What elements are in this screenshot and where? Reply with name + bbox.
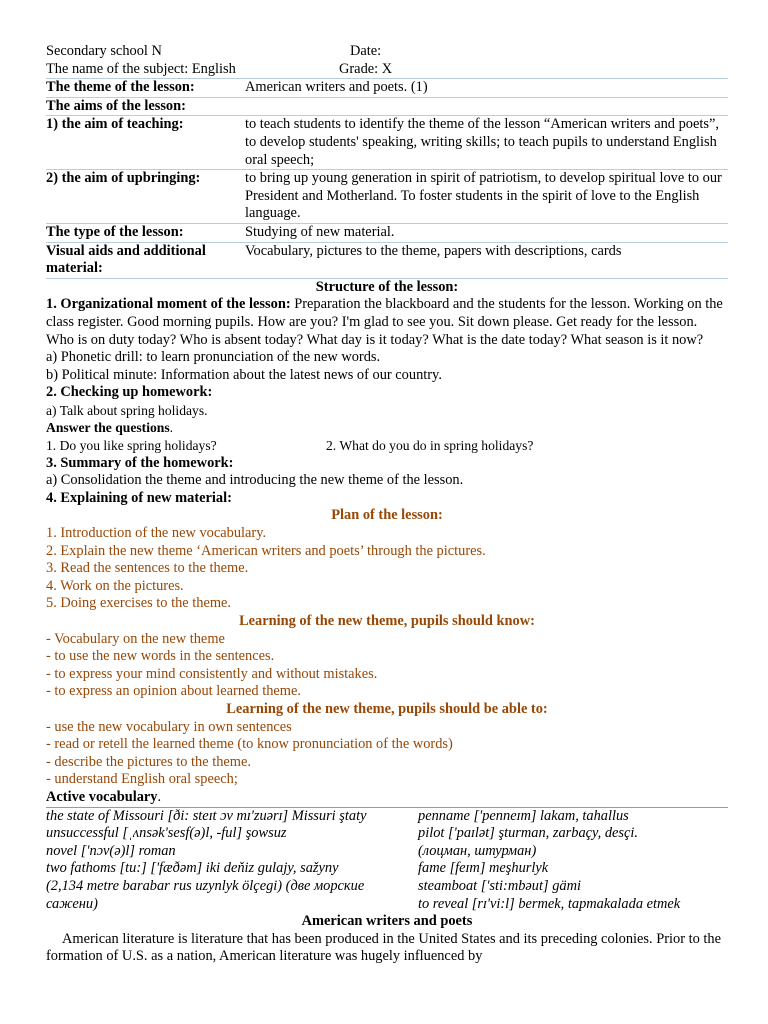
know-item: - to express your mind consistently and without mistakes.	[46, 665, 378, 682]
able-item: - read or retell the learned theme (to know pronunciation of the words)	[46, 736, 453, 753]
know-item: - Vocabulary on the new theme	[46, 630, 225, 647]
plan-item: 2. Explain the new theme ‘American writers and poets’ through the pictures.	[46, 542, 486, 559]
answer-dot: .	[169, 420, 174, 436]
theme-value: American writers and poets. (1)	[245, 79, 728, 98]
aim1-value: to teach students to identify the theme of the lesson “American writers and poets”, to develop students' speaking, writing skills; to teach pupils to understand English oral speech;	[245, 116, 728, 170]
answer-heading: Answer the questions	[46, 420, 170, 436]
vocab-cell-left: (2,134 metre barabar rus uzynlyk ölçegi) (две морские	[46, 877, 365, 894]
vocab-cell-right: penname ['penneɪm] lakam, tahallus	[418, 807, 629, 824]
phonetic-drill: a) Phonetic drill: to learn pronunciation of the new words.	[46, 349, 381, 366]
questions-row	[46, 437, 728, 455]
section-3-heading: 3. Summary of the homework:	[46, 454, 234, 471]
meta-row-visual	[46, 242, 728, 278]
vocab-cell-right: to reveal [rɪ'vi:l] bermek, tapmakalada etmek	[418, 895, 681, 912]
plan-item: 5. Doing exercises to the theme.	[46, 595, 232, 612]
vocab-cell-left: novel ['nɔv(ə)l] roman	[46, 842, 176, 859]
vocab-cell-right: fame [feɪm] meşhurlyk	[418, 860, 549, 877]
vocab-row	[46, 807, 728, 825]
vocab-cell-left: сажени)	[46, 895, 98, 912]
type-value: Studying of new material.	[245, 223, 728, 242]
vocab-cell-right: pilot ['paɪlət] şturman, zarbaçy, desçi.	[418, 825, 638, 842]
vocab-row	[46, 825, 728, 843]
aims-value	[245, 97, 728, 116]
vocab-table	[46, 807, 728, 914]
header-row-1	[46, 43, 728, 61]
meta-row-type	[46, 223, 728, 242]
vocab-cell-right: (лоцман, штурман)	[418, 842, 537, 859]
able-title: Learning of the new theme, pupils should be able to:	[226, 700, 548, 717]
vocab-title: Active vocabulary	[46, 788, 158, 805]
summary-text: a) Consolidation the theme and introducing the new theme of the lesson.	[46, 472, 464, 489]
meta-row-theme	[46, 79, 728, 98]
school-name: Secondary school N	[46, 43, 162, 59]
able-item: - use the new vocabulary in own sentences	[46, 718, 292, 735]
lesson-meta-table	[46, 78, 728, 279]
answer-questions	[46, 419, 728, 437]
aim2-label: 2) the aim of upbringing:	[46, 170, 245, 224]
theme-label: The theme of the lesson:	[46, 79, 245, 98]
know-item: - to express an opinion about learned theme.	[46, 683, 301, 700]
article-paragraph: American literature is literature that has been produced in the United States and its preceding colonies. Prior to the formation of U.S. as a nation, American literature was hugely influenced by	[46, 930, 721, 965]
section-4-heading: 4. Explaining of new material:	[46, 489, 232, 506]
vocab-row	[46, 878, 728, 896]
visual-label: Visual aids and additional material:	[46, 242, 245, 278]
subject-name: The name of the subject: English	[46, 60, 236, 77]
vocab-cell-left: unsuccessful [ˌʌnsək'sesf(ə)l, -ful] şowsuz	[46, 825, 287, 842]
section-organizational	[46, 296, 728, 349]
section-1-heading: 1. Organizational moment of the lesson:	[46, 296, 291, 313]
grade-label: Grade: X	[339, 60, 393, 77]
able-item: - describe the pictures to the theme.	[46, 753, 251, 770]
aims-label: The aims of the lesson:	[46, 97, 245, 116]
vocab-row	[46, 843, 728, 861]
plan-item: 1. Introduction of the new vocabulary.	[46, 525, 267, 542]
able-item: - understand English oral speech;	[46, 771, 238, 788]
question-2: 2. What do you do in spring holidays?	[326, 438, 534, 454]
date-label: Date:	[350, 43, 382, 59]
aim1-label: 1) the aim of teaching:	[46, 116, 245, 170]
know-item: - to use the new words in the sentences.	[46, 648, 275, 665]
type-label: The type of the lesson:	[46, 223, 245, 242]
vocab-row	[46, 860, 728, 878]
meta-row-aim1	[46, 116, 728, 170]
plan-item: 3. Read the sentences to the theme.	[46, 560, 249, 577]
header-row-2	[46, 61, 728, 79]
vocab-title-dot: .	[157, 788, 162, 805]
vocab-heading	[46, 789, 728, 807]
homework-topic: a) Talk about spring holidays.	[46, 402, 208, 418]
aim2-value: to bring up young generation in spirit of patriotism, to develop spiritual love to our President and Motherland. To foster students in the spirit of love to the English language.	[245, 170, 728, 224]
structure-title: Structure of the lesson:	[315, 278, 459, 295]
plan-title: Plan of the lesson:	[331, 507, 443, 524]
meta-row-aims	[46, 97, 728, 116]
vocab-cell-left: two fathoms [tu:] ['fæðəm] iki deňiz gulajy, sažyny	[46, 860, 339, 877]
visual-value: Vocabulary, pictures to the theme, papers with descriptions, cards	[245, 242, 728, 278]
meta-row-aim2	[46, 170, 728, 224]
vocab-cell-left: the state of Missouri [ði: steɪt ɔv mɪ'zuərɪ] Missuri ştaty	[46, 807, 367, 824]
political-minute: b) Political minute: Information about the latest news of our country.	[46, 366, 442, 383]
section-1-text: Preparation the blackboard and the students for the lesson. Working on the class register. Good morning pupils. How are you? I'm glad to see you. Sit down please. Get ready for the lesson. Who is on duty today? Who is absent today? What day is it today? What is the date today? What season is it now?	[46, 296, 723, 348]
article-title: American writers and poets	[301, 913, 473, 930]
plan-item: 4. Work on the pictures.	[46, 577, 184, 594]
lesson-plan-page	[46, 43, 728, 966]
vocab-row	[46, 896, 728, 914]
vocab-cell-right: steamboat ['sti:mbəut] gämi	[418, 877, 581, 894]
question-1: 1. Do you like spring holidays?	[46, 438, 217, 454]
know-title: Learning of the new theme, pupils should know:	[239, 613, 535, 629]
section-2-heading: 2. Checking up homework:	[46, 384, 213, 401]
